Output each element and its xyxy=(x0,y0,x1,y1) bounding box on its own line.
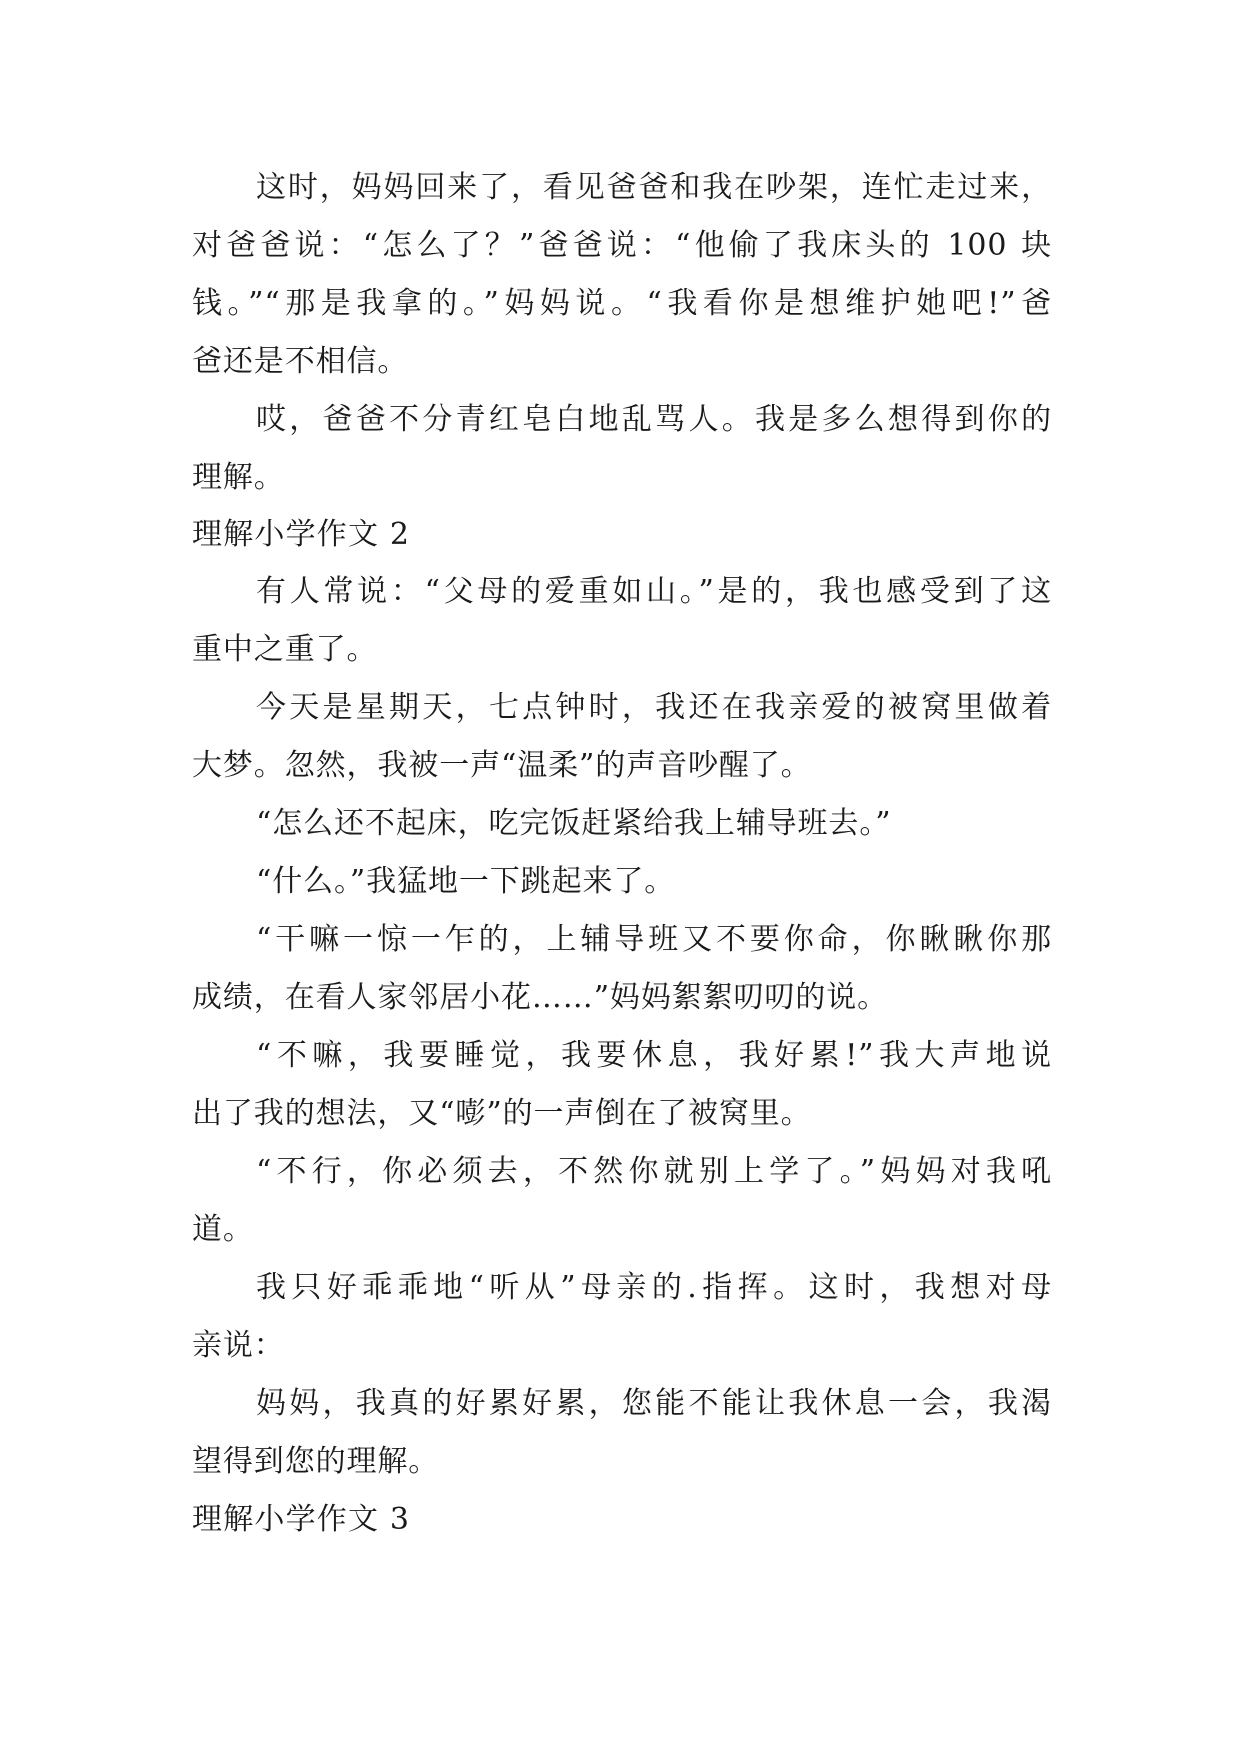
text-line: 道。 xyxy=(192,1212,254,1247)
text-line: 钱。”“那是我拿的。”妈妈说。“我看你是想维护她吧!”爸 xyxy=(192,286,1052,321)
text-line: 我只好乖乖地“听从”母亲的.指挥。这时，我想对母 xyxy=(256,1270,1052,1305)
text-line: “什么。”我猛地一下跳起来了。 xyxy=(256,864,676,899)
text-line: 爸还是不相信。 xyxy=(192,344,409,379)
text-line: “不行，你必须去，不然你就别上学了。”妈妈对我吼 xyxy=(256,1154,1052,1189)
text-line: 哎，爸爸不分青红皂白地乱骂人。我是多么想得到你的 xyxy=(256,402,1052,437)
section-heading: 理解小学作文 3 xyxy=(192,1502,411,1537)
text-line: 重中之重了。 xyxy=(192,632,378,667)
text-line: 大梦。忽然，我被一声“温柔”的声音吵醒了。 xyxy=(192,748,812,783)
text-line: 亲说： xyxy=(192,1328,285,1363)
text-line: 妈妈，我真的好累好累，您能不能让我休息一会，我渴 xyxy=(256,1386,1052,1421)
text-line: 今天是星期天，七点钟时，我还在我亲爱的被窝里做着 xyxy=(256,690,1052,725)
section-heading: 理解小学作文 2 xyxy=(192,517,411,552)
text-line: “干嘛一惊一乍的，上辅导班又不要你命，你瞅瞅你那 xyxy=(256,922,1052,957)
text-line: 成绩，在看人家邻居小花……”妈妈絮絮叨叨的说。 xyxy=(192,980,889,1015)
text-line: 这时，妈妈回来了，看见爸爸和我在吵架，连忙走过来， xyxy=(256,170,1052,205)
text-line: 有人常说：“父母的爱重如山。”是的，我也感受到了这 xyxy=(256,574,1052,609)
text-line: 对爸爸说：“怎么了？”爸爸说：“他偷了我床头的 100 块 xyxy=(192,228,1052,263)
text-line: “不嘛，我要睡觉，我要休息，我好累!”我大声地说 xyxy=(256,1038,1052,1073)
text-line: 出了我的想法，又“嘭”的一声倒在了被窝里。 xyxy=(192,1096,812,1131)
text-line: 理解。 xyxy=(192,460,285,495)
text-line: “怎么还不起床，吃完饭赶紧给我上辅导班去。” xyxy=(256,806,892,841)
text-line: 望得到您的理解。 xyxy=(192,1444,440,1479)
